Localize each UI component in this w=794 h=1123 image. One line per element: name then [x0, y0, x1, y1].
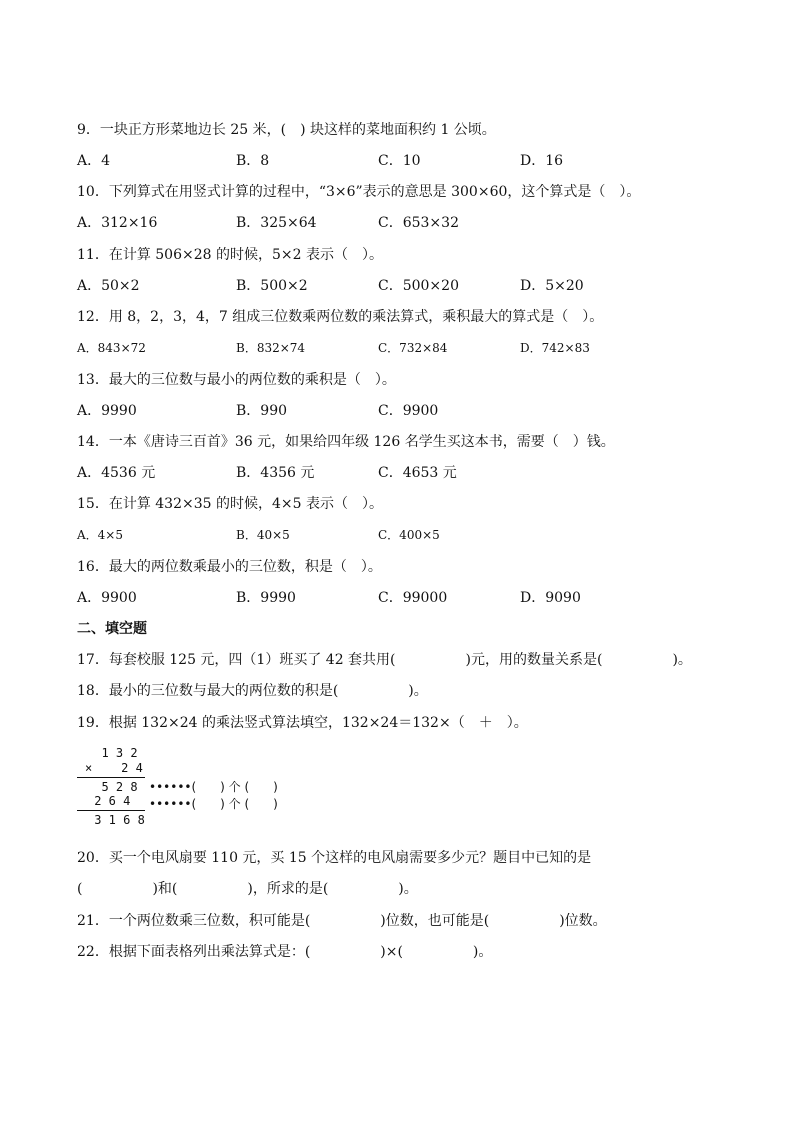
option-b: B．9990 — [236, 590, 296, 606]
option-c: C．9900 — [378, 403, 439, 419]
option-a: A．4536 元 — [77, 465, 156, 481]
option-a: A．4 — [77, 153, 111, 169]
calc-divider — [77, 777, 145, 778]
option-c: C．10 — [378, 153, 421, 169]
option-b: B．500×2 — [236, 278, 308, 294]
option-b: B．990 — [236, 403, 288, 419]
option-b: B．325×64 — [236, 215, 317, 231]
question-13: 13．最大的三位数与最小的两位数的乘积是（ ）。 — [77, 372, 396, 388]
calc-note-2: ••••••( ) 个 ( ) — [149, 797, 278, 811]
vertical-calculation — [77, 744, 337, 834]
option-d: D．16 — [520, 153, 564, 169]
option-c: C．653×32 — [378, 215, 459, 231]
option-b: B．40×5 — [236, 528, 290, 542]
option-c: C．500×20 — [378, 278, 459, 294]
option-c: C．732×84 — [378, 341, 448, 355]
question-14: 14．一本《唐诗三百首》36 元，如果给四年级 126 名学生买这本书，需要（ ）钱。 — [77, 434, 615, 450]
question-17: 17．每套校服 125 元，四（1）班买了 42 套共用( )元，用的数量关系是( )。 — [77, 652, 692, 668]
option-d: D．9090 — [520, 590, 581, 606]
question-20: 20．买一个电风扇要 110 元，买 15 个这样的电风扇需要多少元？题目中已知的是 — [77, 850, 592, 866]
question-20-continued: ( )和( )，所求的是( )。 — [77, 881, 418, 897]
question-21: 21．一个两位数乘三位数，积可能是( )位数，也可能是( )位数。 — [77, 913, 607, 929]
option-a: A．4×5 — [77, 528, 123, 542]
question-22: 22．根据下面表格列出乘法算式是：( )×( )。 — [77, 944, 493, 960]
option-b: B．8 — [236, 153, 270, 169]
option-b: B．4356 元 — [236, 465, 315, 481]
question-19: 19．根据 132×24 的乘法竖式算法填空，132×24＝132×（ ＋ ）。 — [77, 715, 528, 731]
option-b: B．832×74 — [236, 341, 306, 355]
question-9: 9．一块正方形菜地边长 25 米，( ) 块这样的菜地面积约 1 公顷。 — [77, 122, 496, 138]
option-a: A．9900 — [77, 590, 137, 606]
calc-row-product: 3 1 6 8 — [87, 813, 145, 827]
calc-note-1: ••••••( ) 个 ( ) — [149, 780, 278, 794]
section-title: 二、填空题 — [77, 621, 147, 637]
question-12: 12．用 8，2，3，4，7 组成三位数乘两位数的乘法算式，乘积最大的算式是（ ）。 — [77, 309, 604, 325]
option-c: C．4653 元 — [378, 465, 457, 481]
option-c: C．99000 — [378, 590, 448, 606]
question-16: 16．最大的两位数乘最小的三位数，积是（ ）。 — [77, 559, 382, 575]
question-18: 18．最小的三位数与最大的两位数的积是( )。 — [77, 683, 428, 699]
option-d: D．5×20 — [520, 278, 584, 294]
calc-row-multiplier: × 2 4 — [85, 761, 143, 775]
option-c: C．400×5 — [378, 528, 440, 542]
calc-row-multiplicand: 1 3 2 — [87, 746, 138, 760]
option-a: A．50×2 — [77, 278, 140, 294]
question-15: 15．在计算 432×35 的时候，4×5 表示（ ）。 — [77, 496, 383, 512]
calc-row-partial-2: 2 6 4 — [87, 794, 131, 808]
calc-row-partial-1: 5 2 8 — [87, 780, 138, 794]
option-a: A．843×72 — [77, 341, 146, 355]
calc-divider — [77, 810, 145, 811]
question-10: 10．下列算式在用竖式计算的过程中，“3×6”表示的意思是 300×60，这个算式是（ ）。 — [77, 184, 641, 200]
option-a: A．9990 — [77, 403, 137, 419]
question-11: 11．在计算 506×28 的时候，5×2 表示（ ）。 — [77, 247, 383, 263]
option-d: D．742×83 — [520, 341, 590, 355]
option-a: A．312×16 — [77, 215, 158, 231]
